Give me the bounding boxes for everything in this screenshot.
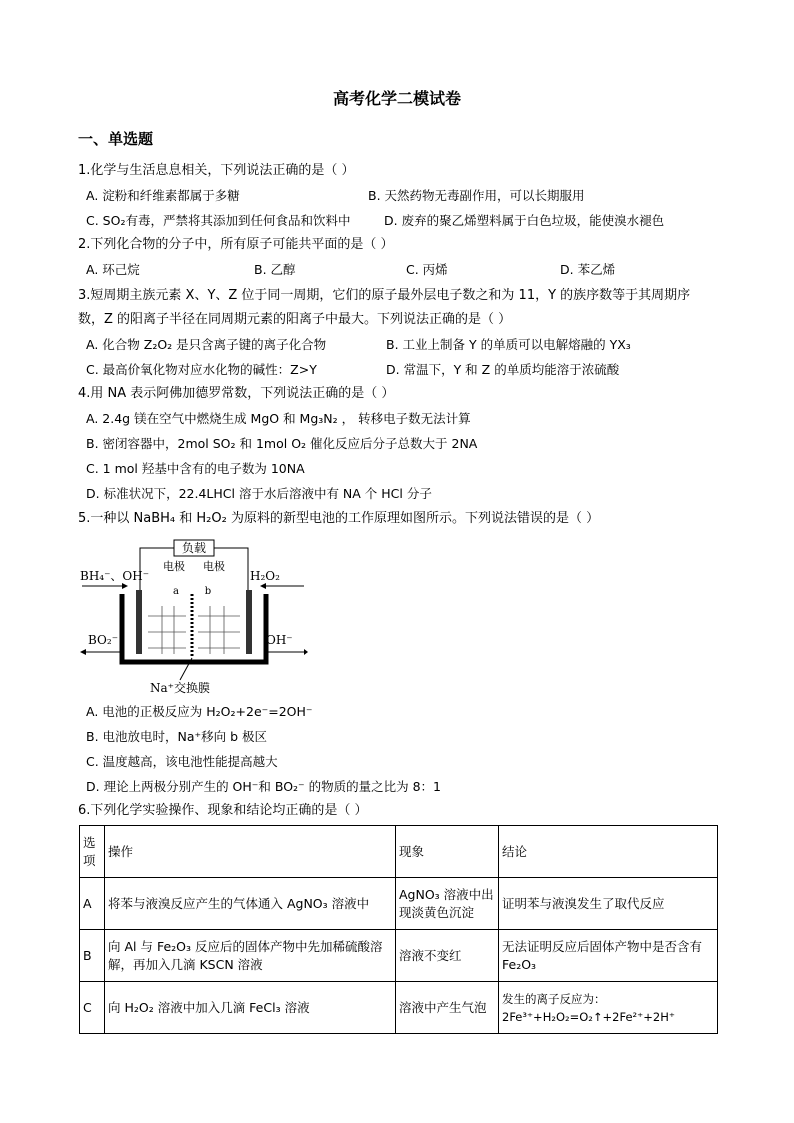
q2-option-c: C. 丙烯 — [406, 262, 448, 277]
electrode-a-label: a — [173, 586, 179, 597]
q1-option-d: D. 废弃的聚乙烯塑料属于白色垃圾，能使溴水褪色 — [384, 213, 665, 228]
output-right-label: OH⁻ — [266, 633, 293, 647]
header-operation: 操作 — [105, 826, 396, 878]
row-conclusion: 证明苯与液溴发生了取代反应 — [499, 878, 718, 930]
row-conclusion: 无法证明反应后固体产物中是否含有 Fe₂O₃ — [499, 930, 718, 982]
q2-option-d: D. 苯乙烯 — [560, 262, 616, 277]
input-right-label: H₂O₂ — [250, 569, 280, 583]
q4-option-b: B. 密闭容器中，2mol SO₂ 和 1mol O₂ 催化反应后分子总数大于 2NA — [86, 436, 478, 451]
table-row — [80, 878, 718, 930]
table-row — [80, 982, 718, 1034]
header-conclusion: 结论 — [499, 826, 718, 878]
row-option: B — [80, 930, 105, 982]
output-left-label: BO₂⁻ — [88, 633, 119, 647]
question-3-stem-line2: 数，Z 的阳离子半径在同周期元素的阳离子中最大。下列说法正确的是（ ） — [78, 312, 512, 327]
q5-option-d: D. 理论上两极分别产生的 OH⁻和 BO₂⁻ 的物质的量之比为 8：1 — [86, 779, 442, 794]
question-4-stem: 4.用 NA 表示阿佛加德罗常数，下列说法正确的是（ ） — [78, 386, 395, 401]
q5-option-c: C. 温度越高，该电池性能提高越大 — [86, 754, 278, 769]
q3-option-d: D. 常温下，Y 和 Z 的单质均能溶于浓硫酸 — [386, 362, 620, 377]
q5-option-b: B. 电池放电时，Na⁺移向 b 极区 — [86, 729, 268, 744]
question-1-stem: 1.化学与生活息息相关，下列说法正确的是（ ） — [78, 163, 355, 178]
row-operation: 向 Al 与 Fe₂O₃ 反应后的固体产物中先加稀硫酸溶解，再加入几滴 KSCN 溶液 — [105, 930, 396, 982]
q4-option-d: D. 标准状况下，22.4LHCl 溶于水后溶液中有 NA 个 HCl 分子 — [86, 486, 432, 501]
load-label: 负载 — [181, 541, 207, 555]
q1-option-a: A. 淀粉和纤维素都属于多糖 — [86, 188, 240, 203]
section-heading: 一、单选题 — [78, 130, 154, 148]
membrane-label: Na⁺交换膜 — [150, 681, 210, 695]
q3-option-c: C. 最高价氧化物对应水化物的碱性：Z>Y — [86, 362, 317, 377]
input-left-label: BH₄⁻、OH⁻ — [80, 569, 150, 583]
electrode-a — [136, 590, 142, 654]
q4-option-a: A. 2.4g 镁在空气中燃烧生成 MgO 和 Mg₃N₂ ， 转移电子数无法计算 — [86, 411, 471, 426]
row-phenomenon: 溶液不变红 — [396, 930, 499, 982]
table-header-row — [80, 826, 718, 878]
electrode-left-label: 电极 — [163, 560, 185, 573]
electrode-right-label: 电极 — [203, 560, 225, 573]
row-option: A — [80, 878, 105, 930]
q1-option-c: C. SO₂有毒，严禁将其添加到任何食品和饮料中 — [86, 213, 351, 228]
q4-option-c: C. 1 mol 羟基中含有的电子数为 10NA — [86, 461, 305, 476]
question-3-stem-line1: 3.短周期主族元素 X、Y、Z 位于同一周期，它们的原子最外层电子数之和为 11，Y 的族序数等于其周期序 — [78, 288, 691, 303]
row-option: C — [80, 982, 105, 1034]
header-phenomenon: 现象 — [396, 826, 499, 878]
q5-option-a: A. 电池的正极反应为 H₂O₂+2e⁻=2OH⁻ — [86, 704, 313, 719]
q2-option-a: A. 环己烷 — [86, 262, 140, 277]
electrode-b — [246, 590, 252, 654]
row-conclusion: 发生的离子反应为：2Fe³⁺+H₂O₂=O₂↑+2Fe²⁺+2H⁺ — [499, 982, 718, 1034]
table-row — [80, 930, 718, 982]
question-2-stem: 2.下列化合物的分子中，所有原子可能共平面的是（ ） — [78, 237, 394, 252]
row-phenomenon: AgNO₃ 溶液中出现淡黄色沉淀 — [396, 878, 499, 930]
q3-option-b: B. 工业上制备 Y 的单质可以电解熔融的 YX₃ — [386, 337, 631, 352]
experiment-table — [79, 825, 718, 1034]
row-phenomenon: 溶液中产生气泡 — [396, 982, 499, 1034]
question-6-stem: 6.下列化学实验操作、现象和结论均正确的是（ ） — [78, 803, 368, 818]
question-5-stem: 5.一种以 NaBH₄ 和 H₂O₂ 为原料的新型电池的工作原理如图所示。下列说法错误的是（ ） — [78, 511, 600, 526]
row-operation: 将苯与液溴反应产生的气体通入 AgNO₃ 溶液中 — [105, 878, 396, 930]
q3-option-a: A. 化合物 Z₂O₂ 是只含离子键的离子化合物 — [86, 337, 327, 352]
battery-diagram — [78, 536, 308, 700]
electrode-b-label: b — [204, 586, 212, 597]
page-title: 高考化学二模试卷 — [332, 89, 461, 108]
row-operation: 向 H₂O₂ 溶液中加入几滴 FeCl₃ 溶液 — [105, 982, 396, 1034]
q2-option-b: B. 乙醇 — [254, 262, 296, 277]
q1-option-b: B. 天然药物无毒副作用，可以长期服用 — [368, 188, 585, 203]
header-option: 选项 — [80, 826, 105, 878]
